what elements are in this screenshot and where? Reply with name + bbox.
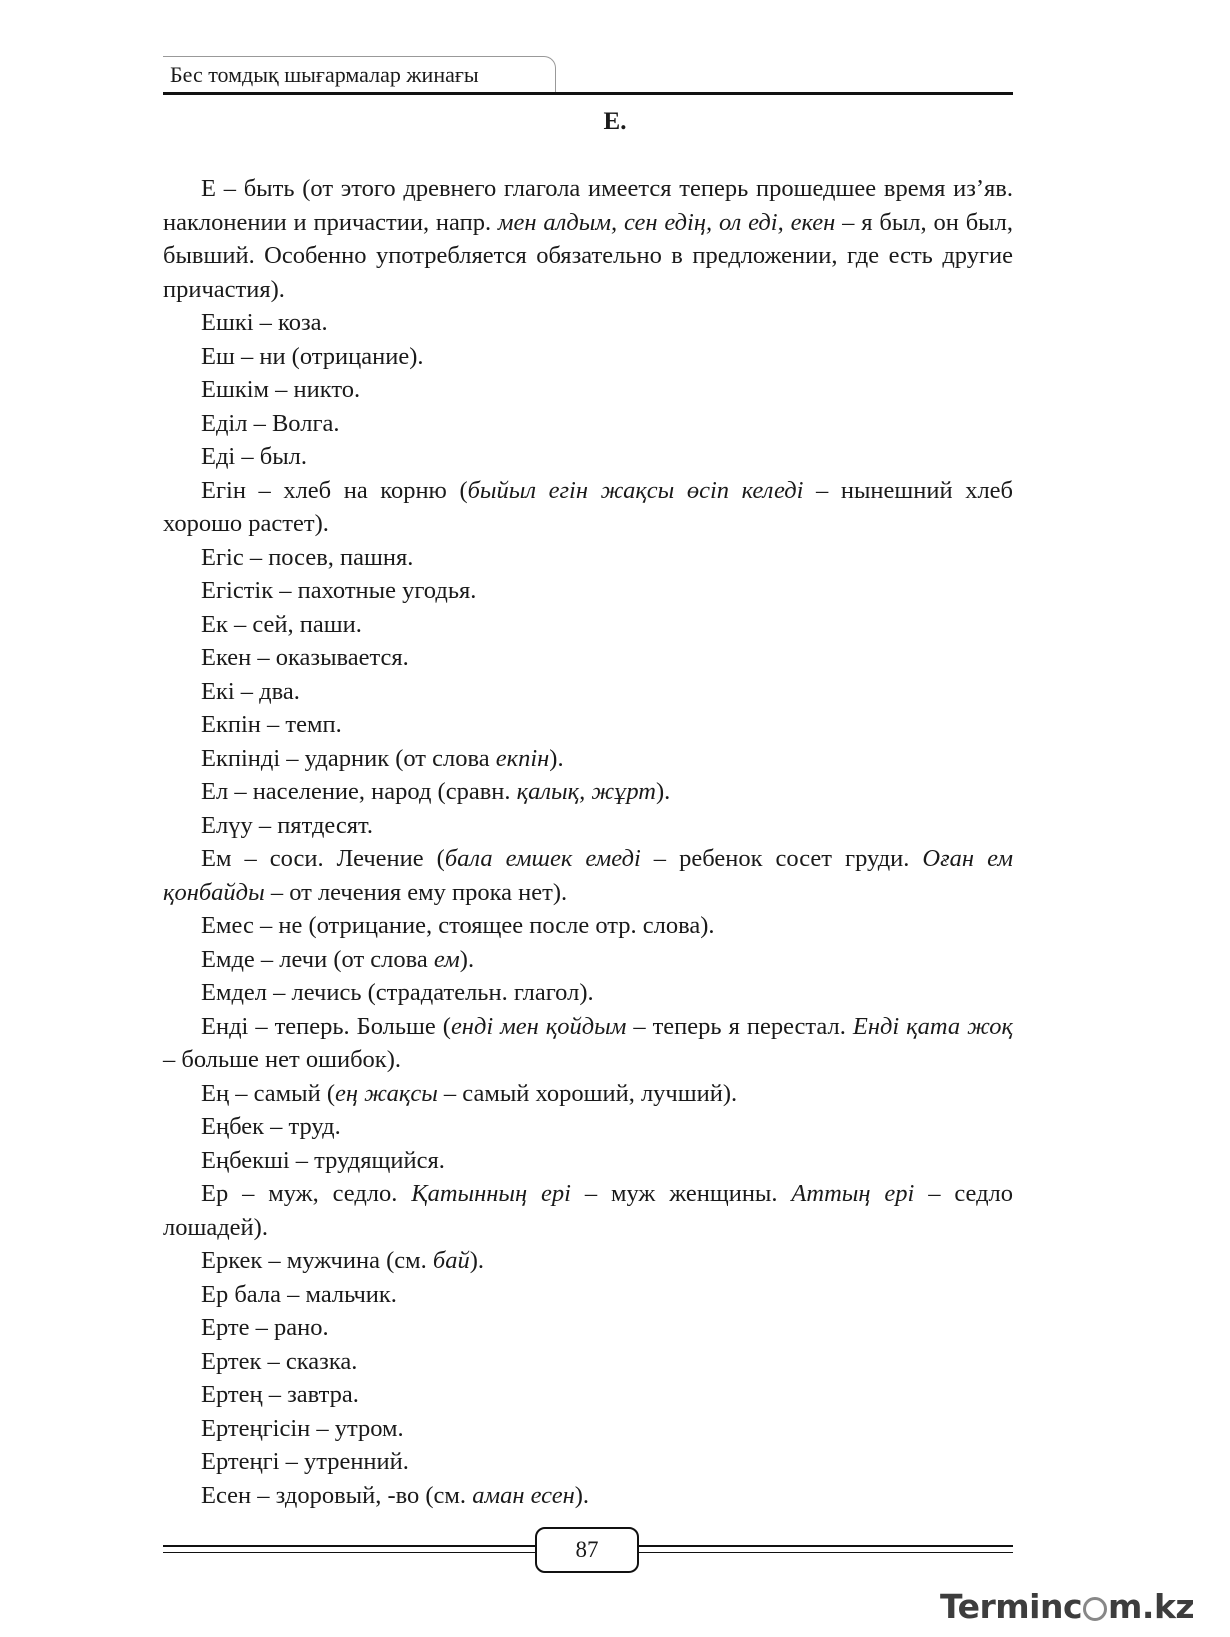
entry-text: Ер – муж, седло. (201, 1180, 412, 1207)
entry-text: – больше нет ошибок). (163, 1046, 401, 1073)
entry-text: ). (549, 744, 564, 772)
entry-example-italic: қалық, жұрт (516, 778, 656, 805)
entry-text: Еш – ни (отрицание). (201, 342, 424, 370)
dictionary-entry (163, 1144, 1013, 1178)
entry-example-italic: ең жақсы (334, 1079, 438, 1107)
watermark-text-start: Terminc (940, 1587, 1083, 1626)
dictionary-entry (163, 574, 1013, 608)
entry-text: Екен – оказывается. (201, 644, 409, 671)
footer-rule-right (639, 1545, 1013, 1547)
entry-text: Ерте – рано. (201, 1314, 329, 1341)
entry-example-italic: екпін (495, 744, 550, 772)
entry-example-italic: Қатынның ері (411, 1180, 571, 1207)
dictionary-entry (163, 742, 1013, 776)
page-footer (163, 1525, 1013, 1577)
dictionary-entry (163, 1010, 1013, 1077)
dictionary-entry (163, 440, 1013, 474)
entry-text: Егін – хлеб на корню ( (201, 476, 468, 504)
page-number: 87 (535, 1527, 639, 1573)
dictionary-entry (163, 909, 1013, 943)
entry-text: Ем – соси. Лечение ( (201, 845, 445, 872)
section-letter-heading: Е. (603, 108, 627, 135)
dictionary-entry (163, 1378, 1013, 1412)
entry-text: Еңбекші – трудящийся. (201, 1146, 445, 1174)
entry-text: – теперь я перестал. (626, 1012, 853, 1040)
entry-text: Емде – лечи (от слова (201, 945, 434, 973)
entry-example-italic: аман есен (472, 1481, 575, 1509)
watermark-text-end: m.kz (1108, 1587, 1195, 1626)
entry-text: Егістік – пахотные угодья. (201, 577, 477, 604)
dictionary-entry (163, 407, 1013, 441)
entry-example-italic: быйыл егін жақсы өсіп келеді (467, 476, 804, 504)
entry-example-italic: Енді қата жоқ (852, 1012, 1013, 1040)
footer-rule-left-thin (163, 1552, 535, 1553)
entry-text: – муж женщины. (570, 1180, 792, 1207)
dictionary-entry (163, 842, 1013, 909)
entry-text: Е – быть (от этого древнего глагола имеется теперь прошедшее время из’яв. наклонении и причастии, напр. (163, 175, 1013, 236)
entry-text: Ертек – сказка. (201, 1347, 358, 1375)
dictionary-entry (163, 1412, 1013, 1446)
dictionary-entry (163, 1345, 1013, 1379)
entry-text: Еңбек – труд. (201, 1113, 341, 1140)
entry-example-italic: енді мен қойдым (450, 1012, 627, 1040)
entry-text: – седло лошадей). (163, 1180, 1014, 1241)
entry-text: Ер бала – мальчик. (201, 1280, 397, 1308)
running-header (163, 56, 1013, 96)
dictionary-entry (163, 976, 1013, 1010)
dictionary-entry (163, 675, 1013, 709)
entry-text: Ең – самый ( (201, 1079, 335, 1107)
entry-text: – от лечения ему прока нет). (264, 878, 568, 906)
dictionary-entry (163, 809, 1013, 843)
dictionary-entry (163, 708, 1013, 742)
dictionary-entry (163, 1311, 1013, 1345)
entry-text: – ребенок сосет груди. (640, 845, 923, 872)
entry-text: Екі – два. (201, 677, 300, 705)
dictionary-entry (163, 1110, 1013, 1144)
entry-text: Еді – был. (201, 443, 308, 470)
entry-text: Екпінді – ударник (от слова (201, 744, 496, 772)
entry-text: – я был, он был, бывший. Особенно употребляется обязательно в предложении, где есть другие причастия). (163, 208, 1013, 303)
dictionary-entry (163, 1077, 1013, 1111)
footer-rule-right-thin (639, 1552, 1013, 1553)
magnifier-icon (1083, 1597, 1107, 1621)
entry-text: Егіс – посев, пашня. (201, 543, 414, 571)
entry-example-italic: ем (433, 945, 460, 973)
site-watermark-logo (940, 1585, 1195, 1629)
dictionary-entry (163, 474, 1013, 541)
entry-text: Ертеңгі – утренний. (201, 1448, 409, 1475)
entry-text: Елүу – пятдесят. (201, 811, 374, 839)
dictionary-entry (163, 775, 1013, 809)
entry-example-italic: бай (432, 1247, 470, 1274)
entry-text: Ертеңгісін – утром. (201, 1414, 404, 1442)
entry-text: Енді – теперь. Больше ( (201, 1012, 451, 1040)
entry-example-italic: Аттың ері (791, 1180, 915, 1207)
entry-text: – самый хороший, лучший). (437, 1079, 738, 1107)
entry-text: Еділ – Волга. (201, 409, 340, 437)
entry-text: Ек – сей, паши. (201, 610, 362, 638)
entry-text: Ешкі – коза. (201, 309, 328, 336)
dictionary-entry (163, 1177, 1013, 1244)
dictionary-entry (163, 373, 1013, 407)
dictionary-entry (163, 340, 1013, 374)
entry-text: Ертең – завтра. (201, 1381, 359, 1408)
dictionary-entry (163, 608, 1013, 642)
dictionary-entry (163, 1278, 1013, 1312)
entry-text: ). (656, 778, 671, 805)
dictionary-entry (163, 943, 1013, 977)
dictionary-entry (163, 641, 1013, 675)
dictionary-entry (163, 1244, 1013, 1278)
entry-text: Ешкім – никто. (201, 376, 361, 403)
dictionary-entry (163, 1479, 1013, 1513)
dictionary-entry (163, 172, 1013, 306)
entry-text: – нынешний хлеб хорошо растет). (163, 476, 1014, 537)
entry-example-italic: бала емшек емеді (444, 845, 641, 872)
dictionary-entry (163, 541, 1013, 575)
header-rule (163, 92, 1013, 95)
entry-example-italic: мен алдым, сен едің, ол еді, екен (497, 208, 836, 236)
dictionary-entries (163, 172, 1013, 1512)
entry-text: Есен – здоровый, -во (см. (201, 1481, 473, 1509)
entry-text: ). (459, 945, 475, 973)
entry-text: ). (469, 1247, 484, 1274)
footer-rule-left (163, 1545, 535, 1547)
entry-text: Еркек – мужчина (см. (201, 1247, 433, 1274)
entry-text: ). (574, 1481, 590, 1509)
entry-text: Емес – не (отрицание, стоящее после отр. слова). (201, 912, 715, 939)
entry-example-italic: Оған ем қонбайды (163, 845, 1013, 906)
entry-text: Ел – население, народ (сравн. (201, 778, 517, 805)
entry-text: Екпін – темп. (201, 711, 342, 738)
book-title: Бес томдық шығармалар жинағы (170, 62, 479, 87)
dictionary-entry (163, 306, 1013, 340)
dictionary-entry (163, 1445, 1013, 1479)
entry-text: Емдел – лечись (страдательн. глагол). (201, 979, 594, 1006)
